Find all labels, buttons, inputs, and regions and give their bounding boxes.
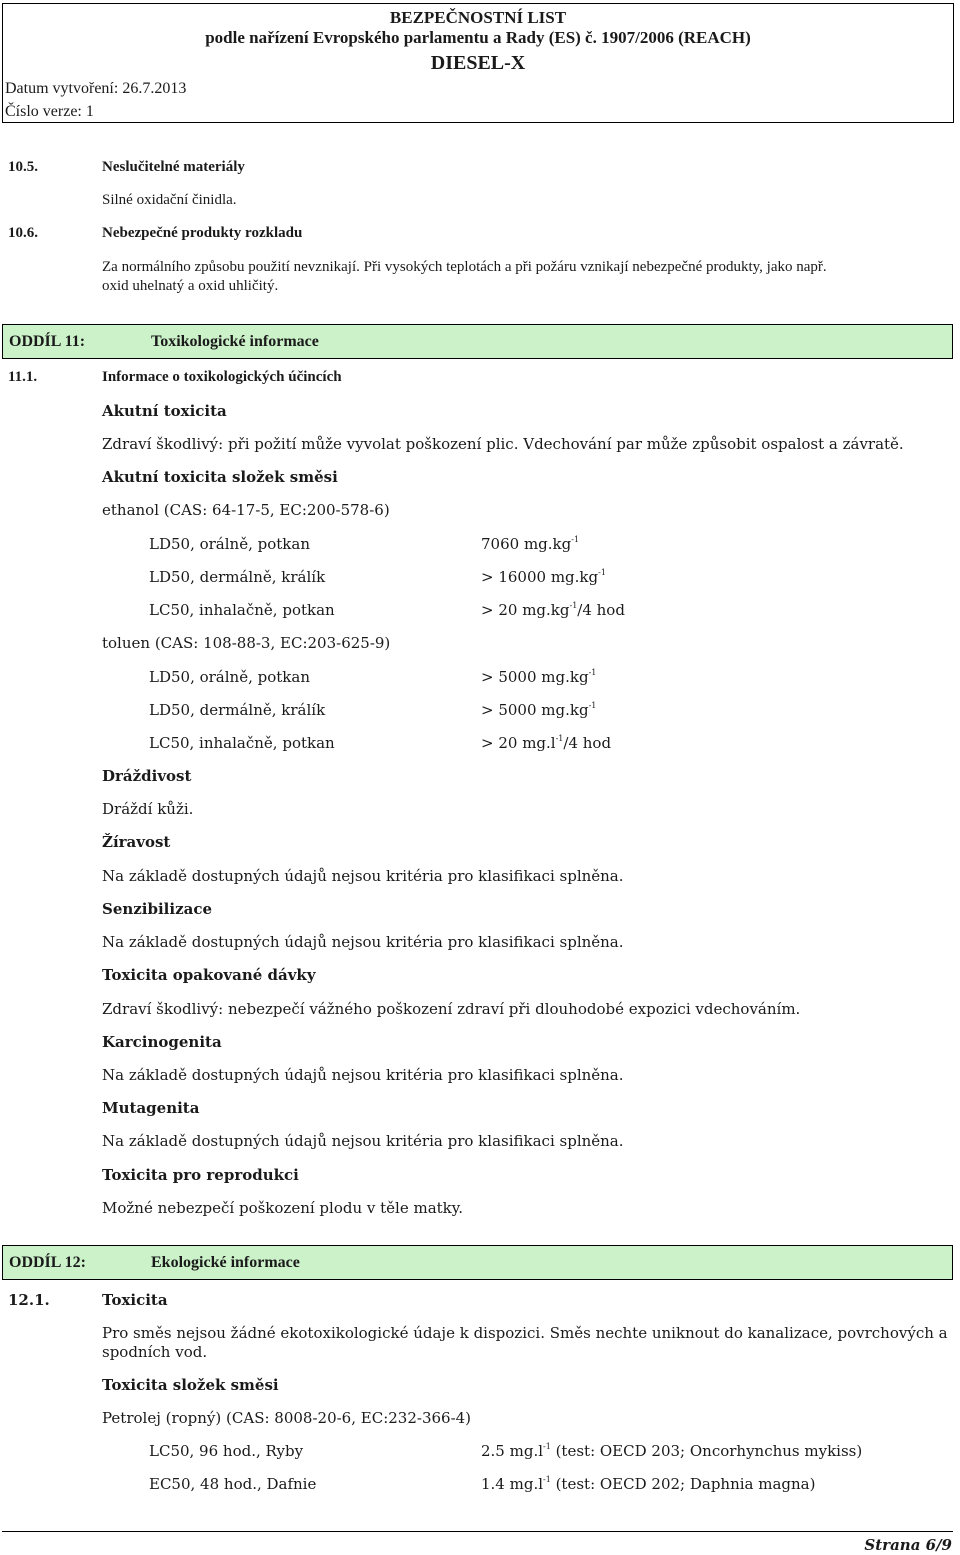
test-value: > 16000 $mg.kg^{-1}$ (481, 568, 606, 586)
component-toxicity-heading: Akutní toxicita složek směsi (102, 468, 338, 486)
test-name: LC50, inhalačně, potkan (149, 601, 335, 619)
component-name: ethanol (CAS: 64-17-5, EC:200-578-6) (102, 501, 390, 519)
eco-text: spodních vod. (102, 1343, 208, 1361)
hazard-text: Dráždí kůži. (102, 800, 194, 818)
section-11-bar (2, 324, 953, 359)
hazard-text: Na základě dostupných údajů nejsou kritéria pro klasifikaci splněna. (102, 867, 624, 885)
hazard-heading: Mutagenita (102, 1099, 200, 1117)
test-name: LD50, dermálně, králík (149, 701, 326, 719)
test-name: LD50, orálně, potkan (149, 535, 310, 553)
eco-text: Pro směs nejsou žádné ekotoxikologické údaje k dispozici. Směs nechte uniknout do kanalizace, povrchových a (102, 1324, 948, 1342)
footer-divider (2, 1531, 953, 1532)
test-value: 7060 $mg.kg^{-1}$ (481, 535, 580, 553)
component-name: toluen (CAS: 108-88-3, EC:203-625-9) (102, 634, 391, 652)
hazard-text: Možné nebezpečí poškození plodu v těle matky. (102, 1199, 464, 1217)
test-name: EC50, 48 hod., Dafnie (149, 1475, 317, 1493)
component-name: Petrolej (ropný) (CAS: 8008-20-6, EC:232-366-4) (102, 1409, 472, 1427)
hazard-text: Na základě dostupných údajů nejsou kritéria pro klasifikaci splněna. (102, 933, 624, 951)
subsection-number: 11.1. (8, 369, 38, 385)
section-label: ODDÍL 11: (9, 333, 86, 350)
version-number: Číslo verze: 1 (5, 103, 94, 120)
section-12-bar (2, 1245, 953, 1280)
section-title: Toxikologické informace (151, 333, 319, 350)
hazard-heading: Toxicita opakované dávky (102, 966, 316, 984)
test-value: > 20 $mg.kg^{-1}/4$ hod (481, 601, 625, 619)
test-name: LC50, 96 hod., Ryby (149, 1442, 304, 1460)
page-number: Strana 6/9 (864, 1536, 952, 1554)
test-value: 2.5 $mg.l^{-1}$ (test: OECD 203; Oncorhynchus mykiss) (481, 1442, 863, 1460)
section-title: Ekologické informace (151, 1254, 300, 1271)
subsection-text: Za normálního způsobu použití nevznikají. Při vysokých teplotách a při požáru vznikají nebezpečné produkty, jako např. (102, 259, 827, 275)
subsection-text: oxid uhelnatý a oxid uhličitý. (102, 278, 279, 294)
subsection-title: Nebezpečné produkty rozkladu (102, 225, 303, 241)
component-toxicity-heading: Toxicita složek směsi (102, 1376, 279, 1394)
hazard-heading: Senzibilizace (102, 900, 212, 918)
creation-date: Datum vytvoření: 26.7.2013 (5, 80, 187, 97)
subsection-number: 12.1. (8, 1291, 50, 1309)
document-title: BEZPEČNOSTNÍ LIST (389, 8, 567, 27)
hazard-heading: Karcinogenita (102, 1033, 222, 1051)
subsection-title: Informace o toxikologických účincích (102, 369, 342, 385)
hazard-text: Na základě dostupných údajů nejsou kritéria pro klasifikaci splněna. (102, 1066, 624, 1084)
subsection-title: Neslučitelné materiály (102, 159, 245, 175)
test-value: 1.4 $mg.l^{-1}$ (test: OECD 202; Daphnia magna) (481, 1475, 816, 1493)
subsection-number: 10.6. (8, 225, 38, 241)
document-header (2, 3, 954, 123)
test-name: LD50, orálně, potkan (149, 668, 310, 686)
test-value: > 20 $mg.l^{-1}/4$ hod (481, 734, 612, 752)
subsection-text: Silné oxidační činidla. (102, 192, 237, 208)
subsection-number: 10.5. (8, 159, 38, 175)
regulation-subtitle: podle nařízení Evropského parlamentu a Rady (ES) č. 1907/2006 (REACH) (205, 28, 751, 47)
hazard-heading: Toxicita pro reprodukci (102, 1166, 299, 1184)
subsection-title: Toxicita (102, 1291, 168, 1309)
product-name: DIESEL-X (430, 52, 526, 74)
hazard-heading: Žíravost (102, 833, 171, 851)
test-name: LD50, dermálně, králík (149, 568, 326, 586)
hazard-text: Na základě dostupných údajů nejsou kritéria pro klasifikaci splněna. (102, 1132, 624, 1150)
acute-toxicity-heading: Akutní toxicita (102, 402, 227, 420)
test-name: LC50, inhalačně, potkan (149, 734, 335, 752)
acute-toxicity-text: Zdraví škodlivý: při požití může vyvolat poškození plic. Vdechování par může způsobit ospalost a závratě. (102, 435, 904, 453)
section-label: ODDÍL 12: (9, 1254, 86, 1271)
test-value: > 5000 $mg.kg^{-1}$ (481, 668, 597, 686)
test-value: > 5000 $mg.kg^{-1}$ (481, 701, 597, 719)
hazard-heading: Dráždivost (102, 767, 192, 785)
hazard-text: Zdraví škodlivý: nebezpečí vážného poškození zdraví při dlouhodobé expozici vdechováním. (102, 1000, 801, 1018)
